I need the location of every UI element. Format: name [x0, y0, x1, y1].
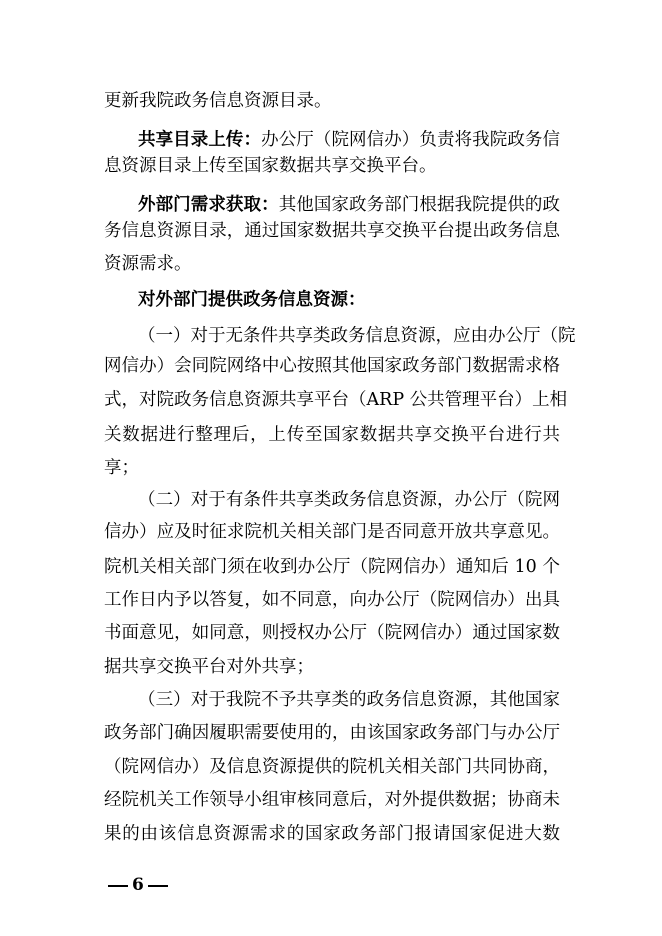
paragraph-line: （一）对于无条件共享类政务信息资源，应由办公厅（院 — [138, 326, 576, 346]
paragraph-line: 经院机关工作领导小组审核同意后，对外提供数据；协商未 — [104, 790, 560, 810]
paragraph-line: 式，对院政务信息资源共享平台（ARP 公共管理平台）上相 — [104, 390, 568, 410]
paragraph-line: 书面意见，如同意，则授权办公厅（院网信办）通过国家数 — [104, 623, 560, 643]
section-heading: 对外部门提供政务信息资源： — [138, 290, 366, 310]
section-heading: 外部门需求获取： — [138, 195, 279, 215]
paragraph-line: （院网信办）及信息资源提供的院机关相关部门共同协商， — [104, 757, 560, 777]
paragraph-line: 据共享交换平台对外共享； — [104, 657, 314, 677]
paragraph-line: 政务部门确因履职需要使用的，由该国家政务部门与办公厅 — [104, 723, 560, 743]
paragraph-line: 果的由该信息资源需求的国家政务部门报请国家促进大数 — [104, 824, 560, 844]
paragraph-line: 资源需求。 — [104, 254, 192, 274]
paragraph-line: 信办）应及时征求院机关相关部门是否同意开放共享意见。 — [104, 522, 560, 542]
paragraph-line: 更新我院政务信息资源目录。 — [104, 91, 332, 111]
paragraph-line: 网信办）会同院网络中心按照其他国家政务部门数据需求格 — [104, 356, 560, 376]
paragraph-line: 务信息资源目录，通过国家数据共享交换平台提出政务信息 — [104, 221, 560, 241]
section-heading: 共享目录上传： — [138, 130, 262, 150]
paragraph-line: （三）对于我院不予共享类的政务信息资源，其他国家 — [138, 690, 560, 710]
paragraph-line — [138, 128, 560, 152]
page-number-footer — [104, 874, 172, 896]
paragraph-line: 工作日内予以答复，如不同意，向办公厅（院网信办）出具 — [104, 590, 560, 610]
paragraph-text: 其他国家政务部门根据我院提供的政 — [278, 195, 561, 215]
page-number: 6 — [132, 875, 144, 895]
dash-left — [108, 885, 128, 887]
dash-right — [148, 885, 168, 887]
paragraph-line: （二）对于有条件共享类政务信息资源，办公厅（院网 — [138, 490, 560, 510]
paragraph-line: 息资源目录上传至国家数据共享交换平台。 — [104, 156, 437, 176]
paragraph-text: 办公厅（院网信办）负责将我院政务信 — [261, 130, 560, 150]
paragraph-line — [138, 193, 560, 217]
paragraph-line: 关数据进行整理后，上传至国家数据共享交换平台进行共 — [104, 425, 560, 445]
paragraph-line: 院机关相关部门须在收到办公厅（院网信办）通知后 10 个 — [104, 557, 560, 577]
paragraph-line: 享； — [104, 458, 139, 478]
